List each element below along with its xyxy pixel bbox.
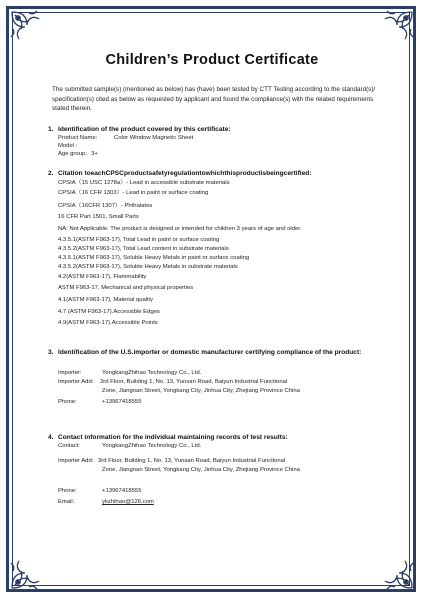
citation-item: 4.7 (ASTM F963-17).Accessible Edges (58, 309, 160, 315)
section-number: 1. (48, 126, 54, 133)
contact-value: YongkangZhihao Technology Co., Ltd. (102, 443, 202, 449)
importer-label: Importer: (58, 370, 82, 376)
product-name-label: Product Name: (58, 135, 98, 141)
importer-address-line: 3rd Floor, Building 1, No. 13, Yunsan Road, Baiyun Industrial Functional (100, 379, 288, 385)
contact-address-label: Importer Add: (58, 458, 94, 464)
intro-paragraph: The submitted sample(s) (mentioned as below) has (have) been tested by CTT Testing according to the standard(s)/ specification(s) cited as below as requested by applicant and found the compliance(s) with the related requirements stated therein. (52, 86, 376, 113)
phone-label: Phone: (58, 399, 77, 405)
model-label: Model : (58, 143, 78, 149)
phone-value: +13967418555 (102, 399, 142, 405)
phone-value: +13967418555 (102, 488, 142, 494)
citation-item: ASTM F963-17, Mechanical and physical properties (58, 285, 194, 291)
section-heading-text: Citation toeachCPSCproductsafetyregulationtowhichthisproductisbeingcertified: (58, 170, 312, 177)
email-label: Email： (58, 499, 79, 505)
corner-ornament-icon (375, 551, 415, 591)
citation-item: CPSIA（15 USC 1278a）- Lead in accessible substrate materials (58, 180, 230, 186)
importer-value: YongkangZhihao Technology Co., Ltd. (102, 370, 202, 376)
section-number: 2. (48, 170, 54, 177)
citation-item: 4.3.5.1(ASTM F963-17), Total Lead in paint or surface coating (58, 237, 220, 243)
citation-item: 16 CFR Part 1501, Small Parts (58, 214, 139, 220)
corner-ornament-icon (9, 551, 49, 591)
section-2-heading (48, 170, 378, 179)
section-heading-text: Identification of the U.S.importer or domestic manufacturer certifying compliance of the product: (58, 349, 362, 356)
age-group: Age group：3+ (58, 151, 98, 157)
importer-address-label: Importer Add: (58, 379, 94, 385)
section-heading-text: Contact information for the individual maintaining records of test results: (58, 434, 288, 441)
contact-address-line: 3rd Floor, Building 1, No. 13, Yunsan Road, Baiyun Industrial Functional (98, 458, 286, 464)
citation-item: 4.9(ASTM F963-17).Accessible Points (58, 320, 158, 326)
email-value: ykzhihao@126.com (102, 499, 154, 505)
citation-item: CPSIA（16 CFR 1303）- Lead in paint or surface coating (58, 190, 209, 196)
section-number: 4. (48, 434, 54, 441)
corner-ornament-icon (375, 9, 415, 49)
section-number: 3. (48, 349, 54, 356)
section-1-heading (48, 126, 378, 135)
section-3-heading (48, 349, 378, 358)
importer-address-line: Zone, Jiangnan Street, Yongkang City, Jinhua City, Zhejiang Province China (102, 388, 300, 394)
contact-label: Contact: (58, 443, 80, 449)
citation-item: 4.1(ASTM F963-17), Material quality (58, 297, 153, 303)
section-heading-text: Identification of the product covered by this certificate: (58, 126, 231, 133)
citation-item: 4.3.5.2(ASTM F963-17), Total Lead content in substrate materials (58, 246, 229, 252)
citation-item: CPSIA（16CFR 1307）- Phthalates (58, 203, 153, 209)
certificate-title: Children’s Product Certificate (105, 52, 319, 68)
citation-item: 4.3.5.1(ASTM F963-17), Soluble Heavy Metals in paint or surface coating (58, 255, 250, 261)
corner-ornament-icon (9, 9, 49, 49)
contact-address-line: Zone, Jiangnan Street, Yongkang City, Jinhua City, Zhejiang Province China (102, 467, 300, 473)
citation-item: 4.2(ASTM F963-17), Flammability (58, 274, 147, 280)
section-4-heading (48, 434, 378, 443)
phone-label: Phone: (58, 488, 77, 494)
citation-item: NA: Not Applicable. The product is designed or intended for children 3 years of age and older. (58, 226, 302, 232)
product-name-value: Color Window Magnetic Sheet (114, 135, 194, 141)
citation-item: 4.3.5.2(ASTM F963-17), Soluble Heavy Metals in substrate materials (58, 264, 238, 270)
